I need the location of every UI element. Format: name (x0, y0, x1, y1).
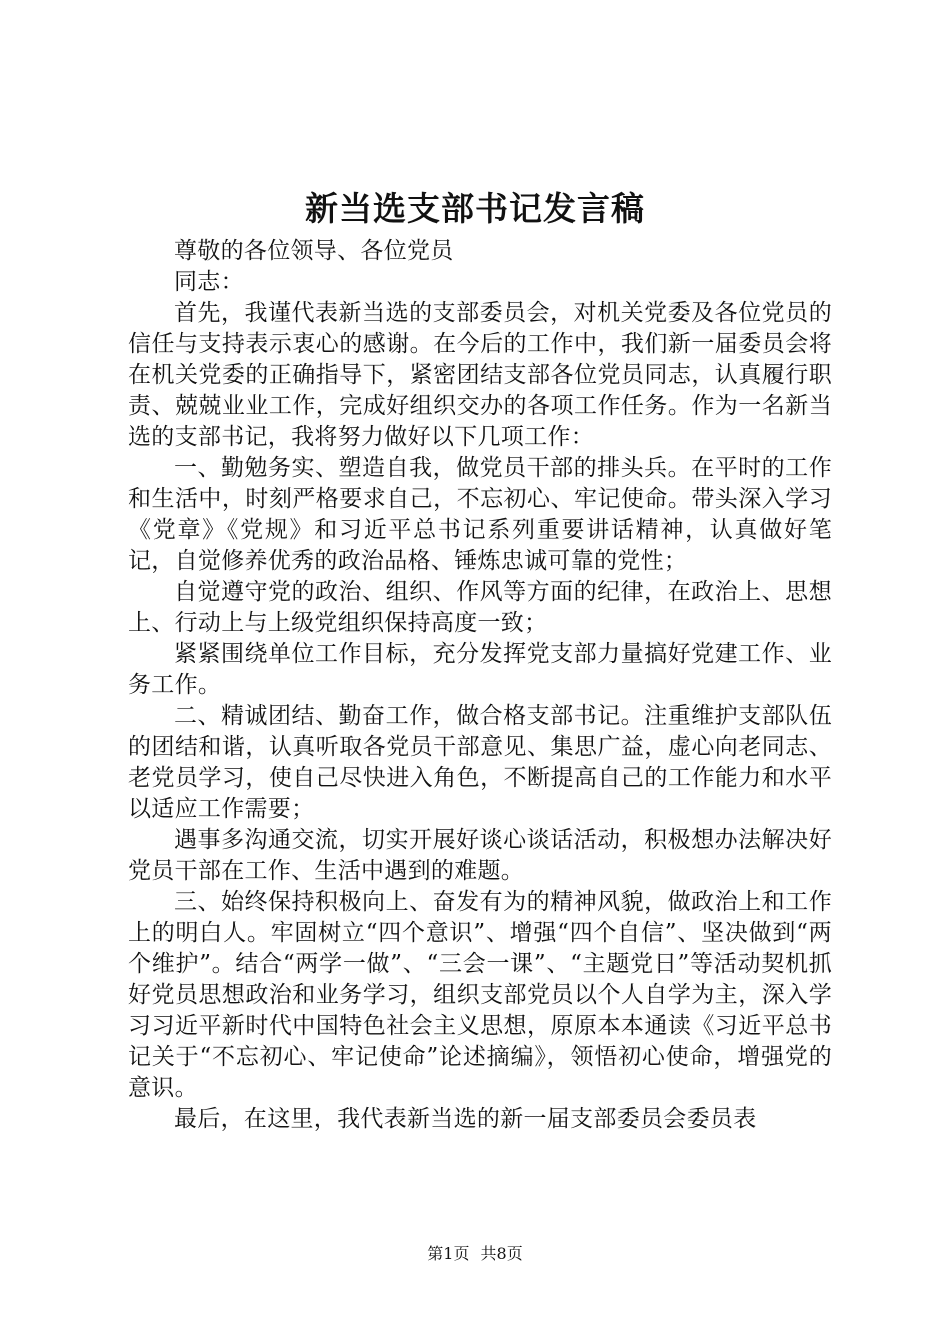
paragraph-salutation: 尊敬的各位领导、各位党员 (174, 238, 454, 264)
paragraph-discipline: 自觉遵守党的政治、组织、作风等方面的纪律，在政治上、思想上、行动上与上级党组织保持高度一致； (128, 579, 832, 636)
page-total: 共8页 (480, 1244, 523, 1263)
document-body (128, 236, 832, 1135)
paragraph-closing: 最后，在这里，我代表新当选的新一届支部委员会委员表 (174, 1106, 757, 1132)
paragraph-communication: 遇事多沟通交流，切实开展好谈心谈话活动，积极想办法解决好党员干部在工作、生活中遇到的难题。 (128, 827, 832, 884)
paragraph-salutation-cont: 同志： (174, 269, 244, 295)
paragraph-work-goals: 紧紧围绕单位工作目标，充分发挥党支部力量搞好党建工作、业务工作。 (128, 641, 832, 698)
page-number: 第1页 (427, 1244, 470, 1263)
page-title: 新当选支部书记发言稿 (305, 189, 645, 228)
page-footer (0, 1244, 950, 1264)
paragraph-point-one: 一、勤勉务实、塑造自我，做党员干部的排头兵。在平时的工作和生活中，时刻严格要求自己，不忘初心、牢记使命。带头深入学习《党章》《党规》和习近平总书记系列重要讲话精神，认真做好笔记，自觉修养优秀的政治品格、锤炼忠诚可靠的党性； (128, 455, 832, 574)
paragraph-point-two: 二、精诚团结、勤奋工作，做合格支部书记。注重维护支部队伍的团结和谐，认真听取各党员干部意见、集思广益，虚心向老同志、老党员学习，使自己尽快进入角色，不断提高自己的工作能力和水平以适应工作需要； (128, 703, 832, 822)
paragraph-intro: 首先，我谨代表新当选的支部委员会，对机关党委及各位党员的信任与支持表示衷心的感谢。在今后的工作中，我们新一届委员会将在机关党委的正确指导下，紧密团结支部各位党员同志，认真履行职责、兢兢业业工作，完成好组织交办的各项工作任务。作为一名新当选的支部书记，我将努力做好以下几项工作： (128, 300, 832, 450)
paragraph-point-three: 三、始终保持积极向上、奋发有为的精神风貌，做政治上和工作上的明白人。牢固树立“四个意识”、增强“四个自信”、坚决做到“两个维护”。结合“两学一做”、“三会一课”、“主题党日”等活动契机抓好党员思想政治和业务学习，组织支部党员以个人自学为主，深入学习习近平新时代中国特色社会主义思想，原原本本通读《习近平总书记关于“不忘初心、牢记使命”论述摘编》，领悟初心使命，增强党的意识。 (128, 889, 832, 1101)
